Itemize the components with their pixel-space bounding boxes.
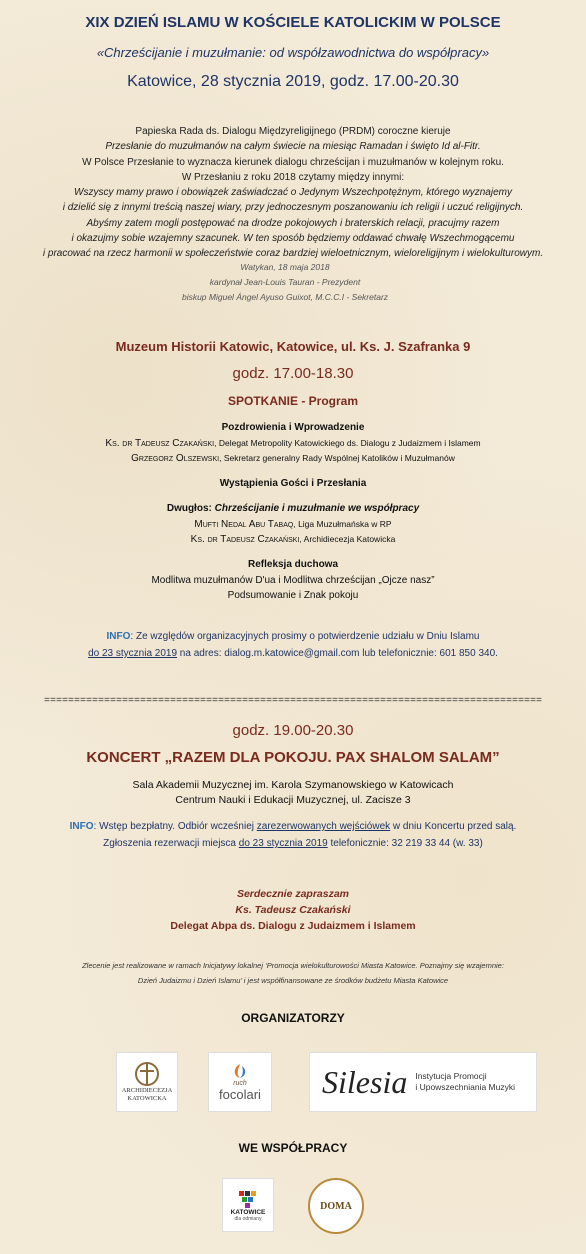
program-section-title: Refleksja duchowa <box>247 559 339 570</box>
program-section-title <box>0 503 586 514</box>
logo-text: ARCHIDIECEZJA <box>121 1087 173 1094</box>
signature-block <box>0 260 578 305</box>
logo-text: Instytucja Promocji <box>415 1071 487 1081</box>
closing-name: Ks. Tadeusz Czakański <box>235 904 351 916</box>
message-line: W Polsce Przesłanie to wyznacza kierunek dialogu chrześcijan i muzułmanów w kolejnym roku. <box>82 156 504 168</box>
katowice-pixel-heart-icon <box>237 1189 259 1209</box>
cross-emblem-icon <box>134 1061 160 1087</box>
logo-text: KATOWICKA <box>127 1095 167 1102</box>
speaker-role: , Delegat Metropolity Katowickiego ds. Dialogu z Judaizmem i Islamem <box>214 438 481 448</box>
debate-topic: Chrześcijanie i muzułmanie we współpracy <box>211 503 420 514</box>
logo-text: DOMA <box>320 1200 352 1212</box>
separator: =================================================================================== <box>43 696 543 707</box>
logo-text: KATOWICE <box>230 1208 266 1216</box>
program-line <box>0 451 586 466</box>
silesia-logo[interactable] <box>309 1052 537 1112</box>
signature-line: biskup Miguel Ángel Ayuso Guixot, M.C.C.I - Sekretarz <box>181 292 389 302</box>
signature-line: Watykan, 18 maja 2018 <box>240 262 330 272</box>
concert-time: godz. 19.00-20.30 <box>232 722 354 739</box>
deadline-link[interactable]: do 23 stycznia 2019 <box>238 838 328 849</box>
focolari-logo[interactable] <box>208 1052 272 1112</box>
info-text: na adres: dialog.m.katowice@gmail.com lub telefonicznie: 601 850 340. <box>177 648 498 659</box>
message-line: Wszyscy mamy prawo i obowiązek zaświadczać o Jedynym Wszechpotężnym, którego wyznajemy <box>74 187 512 199</box>
speaker-role: , Archidiecezja Katowicka <box>299 534 396 544</box>
message-line: i okazujmy sobie wzajemny szacunek. W ten sposób będziemy oddawać chwałę Wszechmogącemu <box>71 233 515 245</box>
speaker-name: Ks. dr Tadeusz Czakański <box>105 438 215 449</box>
doma-logo[interactable] <box>308 1178 364 1234</box>
logo-text: ruch <box>233 1080 247 1087</box>
event-dateline: Katowice, 28 stycznia 2019, godz. 17.00-20.30 <box>127 73 459 90</box>
info-text: : Ze względów organizacyjnych prosimy o potwierdzenie udziału w Dniu Islamu <box>130 631 480 642</box>
concert-venue <box>0 778 586 808</box>
subtitle: «Chrześcijanie i muzułmanie: od współzawodnictwa do współpracy» <box>96 45 490 60</box>
tickets-link[interactable]: zarezerwowanych wejściówek <box>256 821 391 832</box>
concert-title: KONCERT „RAZEM DLA POKOJU. PAX SHALOM SALAM” <box>86 749 500 766</box>
message-line: Przesłanie do muzułmanów na całym świecie na miesiąc Ramadan i święto Id al-Fitr. <box>105 141 481 153</box>
info-label: INFO <box>69 821 94 832</box>
closing-line: Serdecznie zapraszam <box>236 888 350 900</box>
program-line: Modlitwa muzułmanów D'ua i Modlitwa chrześcijan „Ojcze nasz” <box>151 575 435 586</box>
venue-line: Sala Akademii Muzycznej im. Karola Szymanowskiego w Katowicach <box>132 779 454 791</box>
program-section-title: Wystąpienia Gości i Przesłania <box>219 478 367 489</box>
funding-note <box>0 958 586 988</box>
speaker-name: Mufti Nedal Abu Tabaq <box>194 519 294 530</box>
logo-text: i Upowszechniania Muzyki <box>415 1082 516 1092</box>
info-label: INFO <box>106 631 131 642</box>
debate-label: Dwugłos: <box>166 503 212 514</box>
concert-info <box>0 818 586 852</box>
venue-line: Centrum Nauki i Edukacji Muzycznej, ul. Zacisze 3 <box>175 794 411 806</box>
silesia-wordmark: Silesia <box>322 1063 408 1100</box>
speaker-role: , Sekretarz generalny Rady Wspólnej Katolików i Muzułmanów <box>219 453 455 463</box>
speaker-name: Ks. dr Tadeusz Czakański <box>190 534 300 545</box>
archdiocese-logo[interactable] <box>116 1052 178 1112</box>
info-text: Zgłoszenia rezerwacji miejsca <box>103 838 239 849</box>
museum-venue: Muzeum Historii Katowic, Katowice, ul. Ks. J. Szafranka 9 <box>115 339 471 354</box>
message-line: Papieska Rada ds. Dialogu Międzyreligijnego (PRDM) coroczne kieruje <box>135 126 451 137</box>
focolari-flame-icon <box>229 1062 251 1080</box>
funding-line: Zlecenie jest realizowane w ramach Inicjatywy lokalnej ‘Promocja wielokulturowości Miasta Katowice. Poznajmy się wzajemnie: <box>82 961 504 970</box>
program-line <box>0 532 586 547</box>
logo-text: focolari <box>219 1087 261 1102</box>
deadline-link[interactable]: do 23 stycznia 2019 <box>88 648 178 659</box>
museum-info <box>0 628 586 662</box>
message-block <box>0 124 586 262</box>
organizers-heading: ORGANIZATORZY <box>241 1011 345 1025</box>
program-line <box>0 517 586 532</box>
message-line: i dzielić się z innymi treścią naszej wiary, przy jednoczesnym poszanowaniu ich religii i uczuć religijnych. <box>62 202 524 214</box>
katowice-logo[interactable] <box>222 1178 274 1232</box>
info-text: w dniu Koncertu przed salą. <box>390 821 517 832</box>
closing-block <box>0 886 586 934</box>
message-line: i pracować na rzecz harmonii w społeczeństwie coraz bardziej wieloetnicznym, wieloreligijnym i wielokulturowym. <box>42 248 544 260</box>
info-text: : Wstęp bezpłatny. Odbiór wcześniej <box>93 821 257 832</box>
info-text: telefonicznie: 32 219 33 44 (w. 33) <box>327 838 483 849</box>
museum-time: godz. 17.00-18.30 <box>232 365 354 382</box>
message-line: W Przesłaniu z roku 2018 czytamy między innymi: <box>181 171 405 183</box>
program-line: Podsumowanie i Znak pokoju <box>227 590 359 601</box>
program-line <box>0 436 586 451</box>
logo-text: dla odmiany <box>234 1215 262 1222</box>
speaker-role: , Liga Muzułmańska w RP <box>293 519 392 529</box>
program-section-title: Pozdrowienia i Wprowadzenie <box>221 422 365 433</box>
message-line: Abyśmy zatem mogli postępować na drodze pokojowych i braterskich relacji, pracujmy razem <box>86 217 500 229</box>
page-title: XIX DZIEŃ ISLAMU W KOŚCIELE KATOLICKIM W POLSCE <box>85 14 501 31</box>
signature-line: kardynał Jean-Louis Tauran - Prezydent <box>209 277 361 287</box>
funding-line: Dzień Judaizmu i Dzień Islamu’ i jest współfinansowane ze środków budżetu Miasta Katowice <box>137 976 449 985</box>
program-title: SPOTKANIE - Program <box>227 394 359 408</box>
cooperation-heading: WE WSPÓŁPRACY <box>238 1141 348 1155</box>
speaker-name: Grzegorz Olszewski <box>131 453 220 464</box>
closing-role: Delegat Abpa ds. Dialogu z Judaizmem i Islamem <box>170 920 416 932</box>
